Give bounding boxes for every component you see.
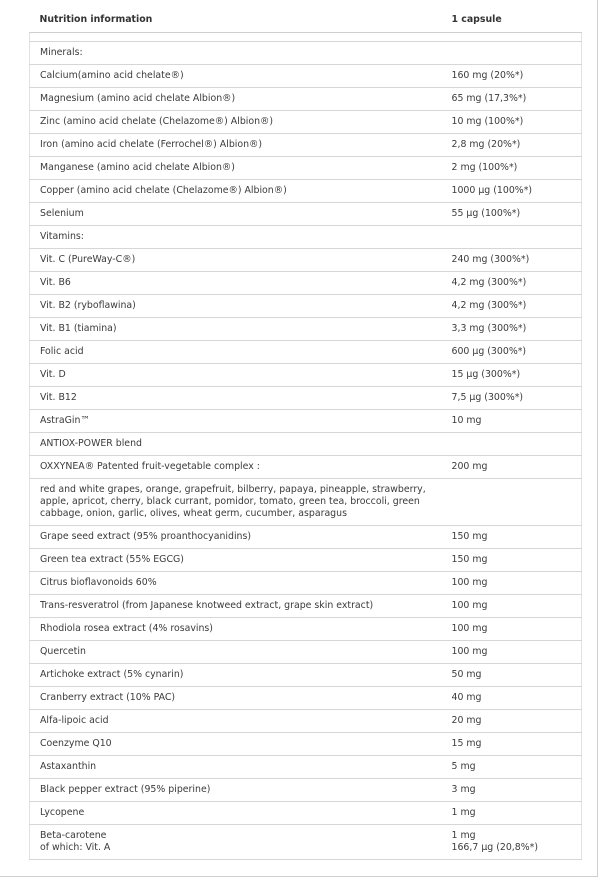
nutrient-name: Grape seed extract (95% proanthocyanidins) xyxy=(30,526,442,549)
table-row xyxy=(30,549,582,572)
nutrient-amount: 150 mg xyxy=(442,549,582,572)
table-row xyxy=(30,180,582,203)
table-row xyxy=(30,710,582,733)
nutrient-name: Minerals: xyxy=(30,42,442,65)
table-row xyxy=(30,42,582,65)
header-amount: 1 capsule xyxy=(442,8,582,33)
nutrient-amount xyxy=(442,825,582,860)
table-row xyxy=(30,526,582,549)
nutrient-name: Green tea extract (55% EGCG) xyxy=(30,549,442,572)
nutrient-name-line1: Beta-carotene xyxy=(40,830,107,841)
nutrient-amount: 1 mg xyxy=(442,802,582,825)
nutrient-name: Iron (amino acid chelate (Ferrochel®) Albion®) xyxy=(30,134,442,157)
nutrient-amount-line2: 166,7 µg (20,8%*) xyxy=(451,842,538,853)
nutrient-name: Trans-resveratrol (from Japanese knotweed extract, grape skin extract) xyxy=(30,595,442,618)
nutrient-amount xyxy=(442,433,582,456)
table-row xyxy=(30,479,582,526)
nutrition-table xyxy=(29,8,582,860)
nutrient-name: Vit. B1 (tiamina) xyxy=(30,318,442,341)
nutrient-amount: 100 mg xyxy=(442,641,582,664)
nutrient-amount: 65 mg (17,3%*) xyxy=(442,88,582,111)
nutrient-name: Vit. B2 (ryboflawina) xyxy=(30,295,442,318)
nutrient-amount: 15 mg xyxy=(442,733,582,756)
table-row xyxy=(30,203,582,226)
nutrient-name: Cranberry extract (10% PAC) xyxy=(30,687,442,710)
nutrient-amount: 50 mg xyxy=(442,664,582,687)
nutrient-name xyxy=(30,825,442,860)
table-row xyxy=(30,802,582,825)
nutrient-amount xyxy=(442,479,582,526)
nutrient-name: Folic acid xyxy=(30,341,442,364)
nutrient-amount: 100 mg xyxy=(442,572,582,595)
header-name: Nutrition information xyxy=(30,8,442,33)
table-row xyxy=(30,664,582,687)
nutrient-amount: 240 mg (300%*) xyxy=(442,249,582,272)
table-row xyxy=(30,226,582,249)
nutrient-name: Copper (amino acid chelate (Chelazome®) Albion®) xyxy=(30,180,442,203)
table-row xyxy=(30,687,582,710)
nutrient-name: Zinc (amino acid chelate (Chelazome®) Albion®) xyxy=(30,111,442,134)
nutrient-amount: 100 mg xyxy=(442,618,582,641)
table-row xyxy=(30,641,582,664)
nutrient-amount: 7,5 µg (300%*) xyxy=(442,387,582,410)
nutrient-amount: 20 mg xyxy=(442,710,582,733)
nutrient-name-line2: of which: Vit. A xyxy=(40,842,111,853)
nutrient-name: Manganese (amino acid chelate Albion®) xyxy=(30,157,442,180)
nutrient-name: Lycopene xyxy=(30,802,442,825)
nutrient-amount: 1000 µg (100%*) xyxy=(442,180,582,203)
table-row xyxy=(30,733,582,756)
nutrient-name: ANTIOX-POWER blend xyxy=(30,433,442,456)
nutrient-name: AstraGin™ xyxy=(30,410,442,433)
nutrient-amount: 4,2 mg (300%*) xyxy=(442,272,582,295)
nutrient-amount: 3 mg xyxy=(442,779,582,802)
nutrient-amount: 55 µg (100%*) xyxy=(442,203,582,226)
nutrient-amount: 15 µg (300%*) xyxy=(442,364,582,387)
table-row xyxy=(30,456,582,479)
nutrient-name: Magnesium (amino acid chelate Albion®) xyxy=(30,88,442,111)
nutrient-name: Calcium(amino acid chelate®) xyxy=(30,65,442,88)
nutrient-amount: 600 µg (300%*) xyxy=(442,341,582,364)
table-header-row xyxy=(30,8,582,33)
nutrient-name: Citrus bioflavonoids 60% xyxy=(30,572,442,595)
nutrient-name: OXXYNEA® Patented fruit-vegetable complex : xyxy=(30,456,442,479)
nutrient-name: Vit. B6 xyxy=(30,272,442,295)
nutrient-amount: 2 mg (100%*) xyxy=(442,157,582,180)
table-row xyxy=(30,88,582,111)
nutrient-name: Astaxanthin xyxy=(30,756,442,779)
nutrient-name: Vit. C (PureWay-C®) xyxy=(30,249,442,272)
nutrient-name: Vit. D xyxy=(30,364,442,387)
nutrient-amount: 3,3 mg (300%*) xyxy=(442,318,582,341)
table-row xyxy=(30,756,582,779)
table-row xyxy=(30,595,582,618)
table-row xyxy=(30,295,582,318)
table-row xyxy=(30,318,582,341)
nutrient-amount: 200 mg xyxy=(442,456,582,479)
nutrient-amount: 5 mg xyxy=(442,756,582,779)
table-row xyxy=(30,825,582,860)
nutrient-name: Vitamins: xyxy=(30,226,442,249)
nutrient-name: Alfa-lipoic acid xyxy=(30,710,442,733)
nutrient-name: Selenium xyxy=(30,203,442,226)
table-row xyxy=(30,65,582,88)
table-row xyxy=(30,157,582,180)
nutrient-name: Artichoke extract (5% cynarin) xyxy=(30,664,442,687)
nutrient-name: Vit. B12 xyxy=(30,387,442,410)
table-row xyxy=(30,779,582,802)
table-row xyxy=(30,249,582,272)
table-row xyxy=(30,618,582,641)
table-spacer-row xyxy=(30,33,582,42)
nutrient-amount: 10 mg xyxy=(442,410,582,433)
table-row xyxy=(30,341,582,364)
nutrient-name: Rhodiola rosea extract (4% rosavins) xyxy=(30,618,442,641)
nutrient-amount xyxy=(442,42,582,65)
nutrient-name: Coenzyme Q10 xyxy=(30,733,442,756)
nutrient-name: red and white grapes, orange, grapefruit, bilberry, papaya, pineapple, strawberry, apple, apricot, cherry, black currant, pomidor, tomato, green tea, broccoli, green cabbage, onion, garlic, olives, wheat germ, cucumber, asparagus xyxy=(30,479,442,526)
nutrient-amount-line1: 1 mg xyxy=(451,830,476,841)
table-row xyxy=(30,572,582,595)
nutrient-amount: 2,8 mg (20%*) xyxy=(442,134,582,157)
nutrient-amount: 40 mg xyxy=(442,687,582,710)
nutrient-amount: 100 mg xyxy=(442,595,582,618)
table-row xyxy=(30,134,582,157)
nutrient-amount xyxy=(442,226,582,249)
nutrient-name: Black pepper extract (95% piperine) xyxy=(30,779,442,802)
nutrient-amount: 10 mg (100%*) xyxy=(442,111,582,134)
table-row xyxy=(30,410,582,433)
table-row xyxy=(30,433,582,456)
nutrient-name: Quercetin xyxy=(30,641,442,664)
table-row xyxy=(30,387,582,410)
table-row xyxy=(30,364,582,387)
nutrient-amount: 160 mg (20%*) xyxy=(442,65,582,88)
table-row xyxy=(30,272,582,295)
nutrient-amount: 150 mg xyxy=(442,526,582,549)
table-row xyxy=(30,111,582,134)
nutrient-amount: 4,2 mg (300%*) xyxy=(442,295,582,318)
